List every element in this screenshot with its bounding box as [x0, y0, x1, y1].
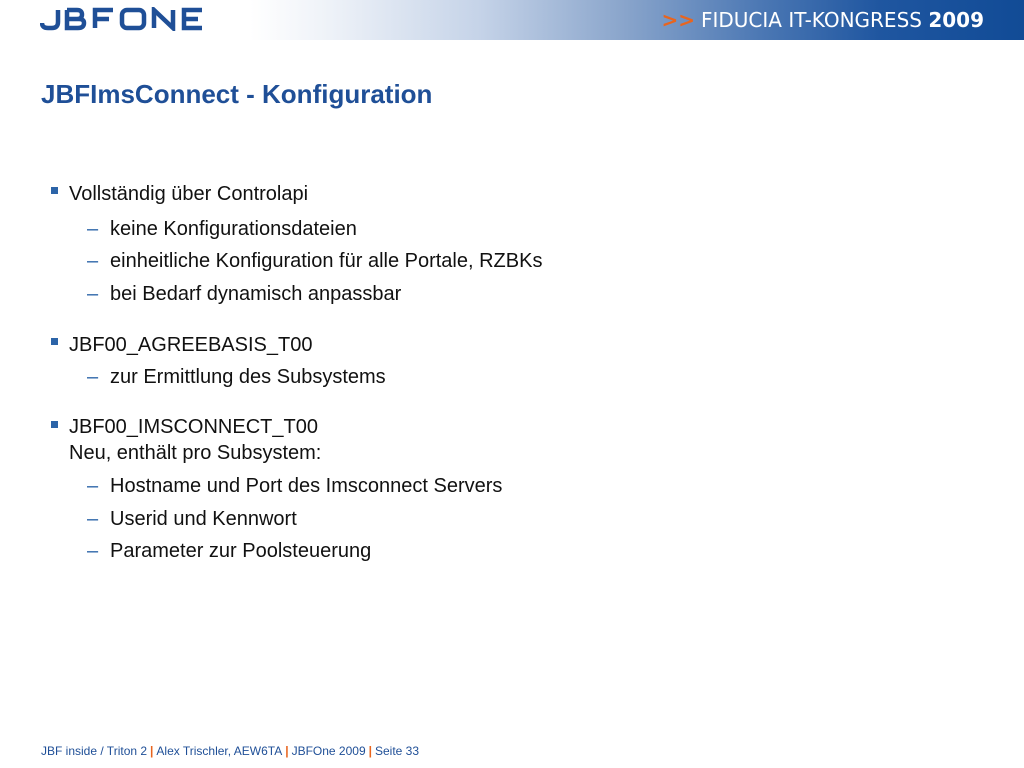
bullet-marker: [51, 187, 58, 194]
dash-marker: –: [87, 218, 99, 240]
sub-item: Hostname und Port des Imsconnect Servers: [110, 475, 503, 497]
footer-author: Alex Trischler, AEW6TA: [156, 744, 283, 758]
bullet-item: JBF00_AGREEBASIS_T00: [69, 334, 313, 356]
jbfone-logo-graphic: [40, 7, 208, 31]
footer-event: JBF inside / Triton 2: [41, 744, 148, 758]
bullet-item: JBF00_IMSCONNECT_T00: [69, 416, 318, 438]
sub-item: zur Ermittlung des Subsystems: [110, 366, 386, 388]
footer-separator: |: [150, 744, 154, 758]
footer-separator: |: [285, 744, 289, 758]
jbfone-logo: [40, 7, 208, 31]
dash-marker: –: [87, 366, 99, 388]
footer-product: JBFOne 2009: [291, 744, 366, 758]
bullet-marker: [51, 338, 58, 345]
slide-footer: [41, 744, 419, 758]
slide-title: JBFImsConnect - Konfiguration: [41, 79, 433, 109]
slide-header: [0, 0, 1024, 40]
dash-marker: –: [87, 475, 99, 497]
bullet-item-line2: Neu, enthält pro Subsystem:: [69, 442, 322, 464]
footer-separator: |: [368, 744, 372, 758]
footer-page-number: Seite 33: [374, 744, 420, 758]
dash-marker: –: [87, 540, 99, 562]
congress-name: FIDUCIA IT-KONGRESS: [700, 8, 922, 32]
congress-year: 2009: [928, 8, 984, 32]
sub-item: keine Konfigurationsdateien: [110, 218, 357, 240]
sub-item: einheitliche Konfiguration für alle Portale, RZBKs: [110, 250, 543, 272]
dash-marker: –: [87, 283, 99, 305]
sub-item: Userid und Kennwort: [110, 508, 297, 530]
congress-arrows: >>: [661, 8, 695, 32]
sub-item: bei Bedarf dynamisch anpassbar: [110, 283, 402, 305]
congress-banner: [661, 6, 984, 34]
dash-marker: –: [87, 508, 99, 530]
bullet-marker: [51, 421, 58, 428]
sub-item: Parameter zur Poolsteuerung: [110, 540, 372, 562]
bullet-item: Vollständig über Controlapi: [69, 183, 309, 205]
dash-marker: –: [87, 250, 99, 272]
